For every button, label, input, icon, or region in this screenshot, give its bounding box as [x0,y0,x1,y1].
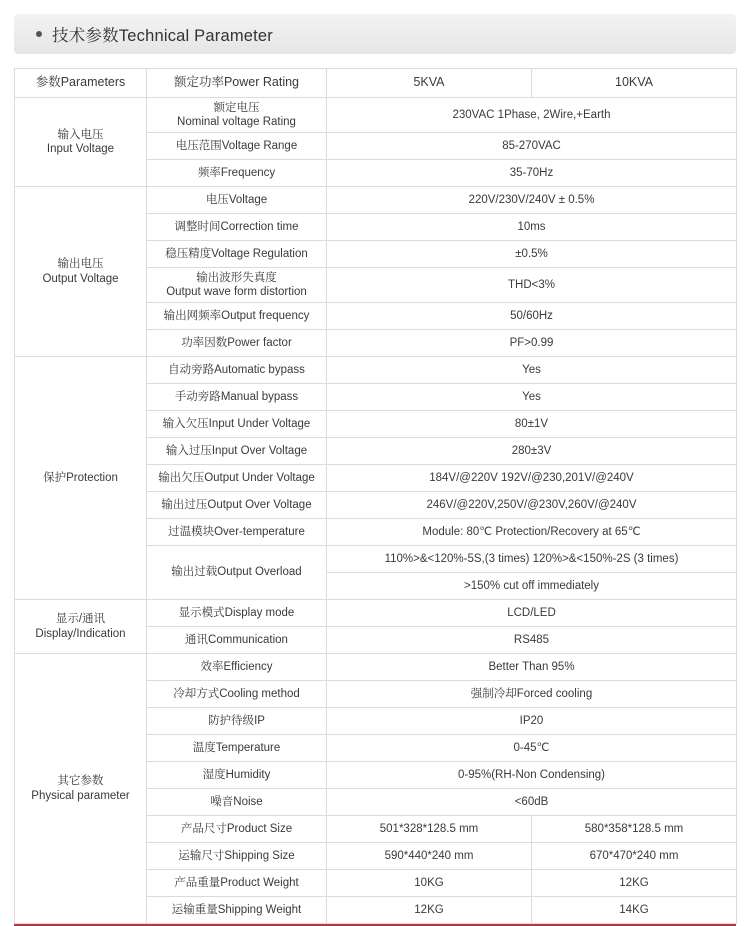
parameter-label [147,330,327,357]
parameter-label-cn: 调整时间 [174,220,221,233]
parameter-label-cn: 输出波形失真度 [196,271,277,284]
parameter-label-cn: 防护待级 [208,714,255,727]
parameter-label-cn: 额定电压 [213,101,260,114]
table-row [15,357,737,384]
column-header: 10KVA [532,69,737,98]
parameter-label-cn: 稳压精度 [165,247,212,260]
parameter-label-cn: 产品重量 [174,876,221,889]
value-cell: 230VAC 1Phase, 2Wire,+Earth [327,98,737,133]
parameter-label-en: Over-temperature [214,525,305,538]
value-cell: 0-95%(RH-Non Condensing) [327,762,737,789]
parameter-label [147,98,327,133]
row-group-label [15,187,147,357]
parameter-label [147,465,327,492]
value-cell: 35-70Hz [327,160,737,187]
parameter-label-en: Output wave form distortion [166,286,307,298]
parameter-label-cn: 功率因数 [181,336,228,349]
parameter-label-en: Power factor [227,336,292,349]
spec-sheet-page [0,14,750,916]
value-cell: 280±3V [327,438,737,465]
parameter-label [147,357,327,384]
parameter-label-cn: 输入过压 [165,444,212,457]
value-cell-5kva: 590*440*240 mm [327,843,532,870]
parameter-label-en: Product Size [226,822,293,835]
row-group-label [15,654,147,924]
parameter-label [147,762,327,789]
parameter-label [147,303,327,330]
parameter-label [147,438,327,465]
parameter-label-cn: 产品尺寸 [180,822,227,835]
value-cell: Yes [327,357,737,384]
parameter-label-en: Correction time [220,220,299,233]
parameter-label-en: Automatic bypass [214,363,305,376]
value-cell: Yes [327,384,737,411]
value-cell: 110%>&<120%-5S,(3 times) 120%>&<150%-2S (3 times) [327,546,737,573]
parameter-label [147,816,327,843]
parameter-label [147,546,327,600]
parameter-label-cn: 通讯 [185,633,209,646]
table-row [15,600,737,627]
parameter-label [147,492,327,519]
parameter-label [147,897,327,924]
value-cell: 80±1V [327,411,737,438]
parameter-label [147,789,327,816]
table-row [15,187,737,214]
row-group-label [15,600,147,654]
group-label-en: Input Voltage [46,143,115,155]
value-cell: ±0.5% [327,241,737,268]
value-cell: PF>0.99 [327,330,737,357]
parameter-label-en: Output frequency [221,309,310,322]
group-label-text-en: Protection [66,471,118,484]
parameter-label-cn: 输出过压 [161,498,208,511]
technical-parameter-table [14,68,737,924]
parameter-label-en: Shipping Weight [217,903,302,916]
parameter-label-en: Output Over Voltage [207,498,312,511]
parameter-label [147,268,327,303]
parameter-label [147,654,327,681]
column-header: 5KVA [327,69,532,98]
value-cell: 50/60Hz [327,303,737,330]
parameter-label-cn: 温度 [192,741,216,754]
parameter-label-cn: 噪音 [210,795,234,808]
parameter-label [147,735,327,762]
parameter-label [147,133,327,160]
value-cell-5kva: 12KG [327,897,532,924]
parameter-label-en: Temperature [215,741,281,754]
parameter-label [147,411,327,438]
group-label-text: 保护 [43,471,67,484]
parameter-label-en: Input Under Voltage [208,417,311,430]
parameter-label [147,681,327,708]
parameter-label [147,214,327,241]
parameter-label-en: Manual bypass [220,390,299,403]
parameter-label-en: Input Over Voltage [211,444,308,457]
value-cell: 85-270VAC [327,133,737,160]
parameter-label-cn: 显示模式 [178,606,225,619]
value-cell-5kva: 10KG [327,870,532,897]
value-cell: Module: 80℃ Protection/Recovery at 65℃ [327,519,737,546]
parameter-label-cn: 自动旁路 [168,363,215,376]
parameter-label [147,627,327,654]
parameter-label-cn: 电压 [205,193,229,206]
parameter-label-cn: 运输重量 [171,903,218,916]
group-label-cn: 显示/通讯 [55,613,106,626]
parameter-label-cn: 运输尺寸 [178,849,225,862]
table-header-row [15,69,737,98]
parameter-label-cn: 手动旁路 [174,390,221,403]
value-cell: <60dB [327,789,737,816]
spec-table-wrap [14,68,736,924]
parameter-label-en: Efficiency [223,660,273,673]
page-title: 技术参数Technical Parameter [52,27,274,45]
parameter-label-cn: 湿度 [202,768,226,781]
parameter-label [147,241,327,268]
row-group-label [15,357,147,600]
parameter-label-en: Voltage [228,193,268,206]
parameter-label-en: Output Overload [217,566,302,579]
parameter-label-en: Communication [208,633,288,646]
parameter-label-cn: 电压范围 [175,139,222,152]
parameter-label-cn: 输出网频率 [163,309,222,322]
value-cell-10kva: 580*358*128.5 mm [532,816,737,843]
parameter-label [147,384,327,411]
value-cell: RS485 [327,627,737,654]
parameter-label-en: Cooling method [219,687,300,700]
value-cell-10kva: 670*470*240 mm [532,843,737,870]
parameter-label-en: Nominal voltage Rating [177,116,296,128]
parameter-label [147,843,327,870]
parameter-label-en: Frequency [220,166,276,179]
value-cell: >150% cut off immediately [327,573,737,600]
value-cell-10kva: 12KG [532,870,737,897]
value-cell: IP20 [327,708,737,735]
parameter-label-en: Voltage Regulation [211,247,308,260]
parameter-label [147,708,327,735]
value-cell: THD<3% [327,268,737,303]
column-header: 额定功率Power Rating [147,69,327,98]
parameter-label-cn: 输出欠压 [158,471,205,484]
value-cell: 10ms [327,214,737,241]
parameter-label-cn: 过温模块 [168,525,215,538]
parameter-label [147,600,327,627]
group-label-cn: 输出电压 [57,258,104,271]
group-label-en: Display/Indication [35,627,126,640]
parameter-label-en: Voltage Range [221,139,298,152]
section-header [14,14,736,54]
parameter-label-en: Output Under Voltage [204,471,315,484]
row-group-label [15,98,147,187]
value-cell: 0-45℃ [327,735,737,762]
group-label-en: Output Voltage [42,272,119,285]
parameter-label-en: IP [254,714,265,727]
group-label-cn: 其它参数 [57,775,104,788]
parameter-label [147,160,327,187]
parameter-label-en: Shipping Size [224,849,295,862]
parameter-label [147,519,327,546]
group-label-en: Physical parameter [31,789,130,802]
table-row [15,98,737,133]
parameter-label [147,870,327,897]
parameter-label-en: Product Weight [220,876,299,889]
parameter-label-en: Humidity [225,768,271,781]
value-cell: Better Than 95% [327,654,737,681]
value-cell: 184V/@220V 192V/@230,201V/@240V [327,465,737,492]
value-cell-5kva: 501*328*128.5 mm [327,816,532,843]
bullet-dot-icon [36,31,42,37]
parameter-label-cn: 输出过载 [171,566,218,579]
value-cell: 246V/@220V,250V/@230V,260V/@240V [327,492,737,519]
value-cell: 220V/230V/240V ± 0.5% [327,187,737,214]
group-label-cn: 输入电压 [57,128,104,141]
value-cell: LCD/LED [327,600,737,627]
table-row [15,654,737,681]
parameter-label [147,187,327,214]
value-cell: 强制冷却Forced cooling [327,681,737,708]
parameter-label-en: Display mode [224,606,295,619]
column-header: 参数Parameters [15,69,147,98]
parameter-label-cn: 输入欠压 [162,417,209,430]
parameter-label-cn: 效率 [200,660,224,673]
parameter-label-en: Noise [233,795,263,808]
parameter-label-cn: 冷却方式 [173,687,220,700]
value-cell-10kva: 14KG [532,897,737,924]
parameter-label-cn: 频率 [197,166,221,179]
